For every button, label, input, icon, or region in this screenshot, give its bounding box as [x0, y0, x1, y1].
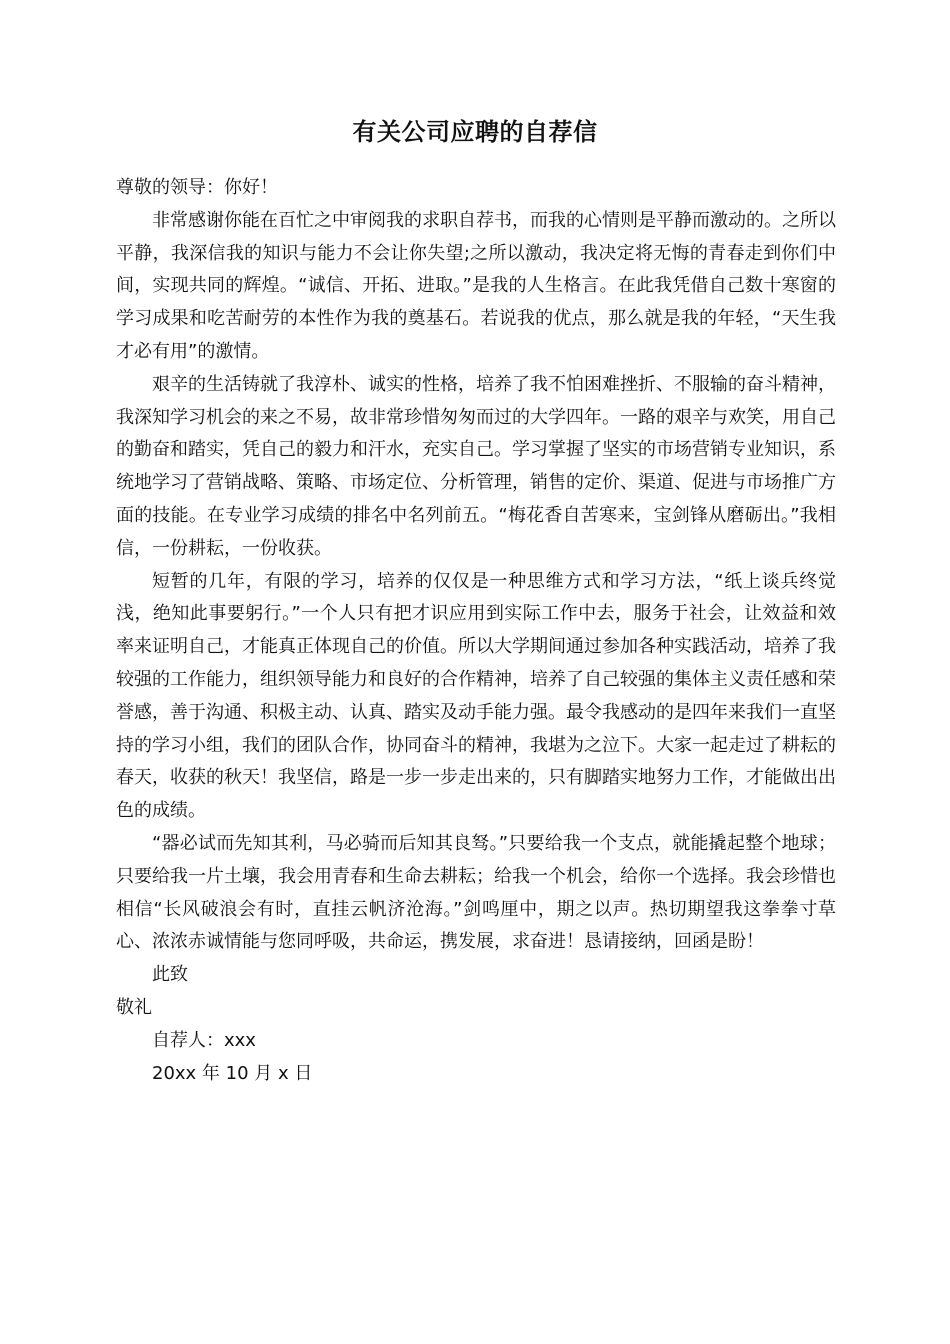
paragraph-3: 短暂的几年，有限的学习，培养的仅仅是一种思维方式和学习方法，“纸上谈兵终觉浅，绝知此事要躬行。”一个人只有把才识应用到实际工作中去，服务于社会，让效益和效率来证明自己，才能真正体现自己的价值。所以大学期间通过参加各种实践活动，培养了我较强的工作能力，组织领导能力和良好的合作精神，培养了自己较强的集体主义责任感和荣誉感，善于沟通、积极主动、认真、踏实及动手能力强。最令我感动的是四年来我们一直坚持的学习小组，我们的团队合作，协同奋斗的精神，我堪为之泣下。大家一起走过了耕耘的春天，收获的秋天！我坚信，路是一步一步走出来的，只有脚踏实地努力工作，才能做出出色的成绩。: [116, 570, 836, 822]
document-title: 有关公司应聘的自荐信: [352, 118, 598, 146]
paragraph-4: “器必试而先知其利，马必骑而后知其良驽。”只要给我一个支点，就能撬起整个地球；只要给我一片土壤，我会用青春和生命去耕耘；给我一个机会，给你一个选择。我会珍惜也相信“长风破浪会有时，直挂云帆济沧海。”剑鸣厘中，期之以声。热切期望我这拳拳寸草心、浓浓赤诚情能与您同呼吸，共命运，携发展，求奋进！恳请接纳，回函是盼！: [116, 832, 836, 953]
signature: 自荐人：xxx: [152, 1029, 256, 1051]
paragraph-1: 非常感谢你能在百忙之中审阅我的求职自荐书，而我的心情则是平静而激动的。之所以平静，我深信我的知识与能力不会让你失望;之所以激动，我决定将无悔的青春走到你们中间，实现共同的辉煌。“诚信、开拓、进取。”是我的人生格言。在此我凭借自己数十寒窗的学习成果和吃苦耐劳的本性作为我的奠基石。若说我的优点，那么就是我的年轻，“天生我才必有用”的激情。: [116, 209, 836, 362]
paragraph-2: 艰辛的生活铸就了我淳朴、诚实的性格，培养了我不怕困难挫折、不服输的奋斗精神，我深知学习机会的来之不易，故非常珍惜匆匆而过的大学四年。一路的艰辛与欢笑，用自己的勤奋和踏实，凭自己的毅力和汗水，充实自己。学习掌握了坚实的市场营销专业知识，系统地学习了营销战略、策略、市场定位、分析管理，销售的定价、渠道、促进与市场推广方面的技能。在专业学习成绩的排名中名列前五。“梅花香自苦寒来，宝剑锋从磨砺出。”我相信，一份耕耘，一份收获。: [116, 373, 836, 559]
salutation: 尊敬的领导：你好！: [116, 177, 278, 198]
closing-cizhi: 此致: [152, 964, 188, 986]
letter-body: [116, 172, 836, 1090]
date: 20xx 年 10 月 x 日: [152, 1062, 313, 1084]
closing-jingli: 敬礼: [116, 996, 152, 1018]
